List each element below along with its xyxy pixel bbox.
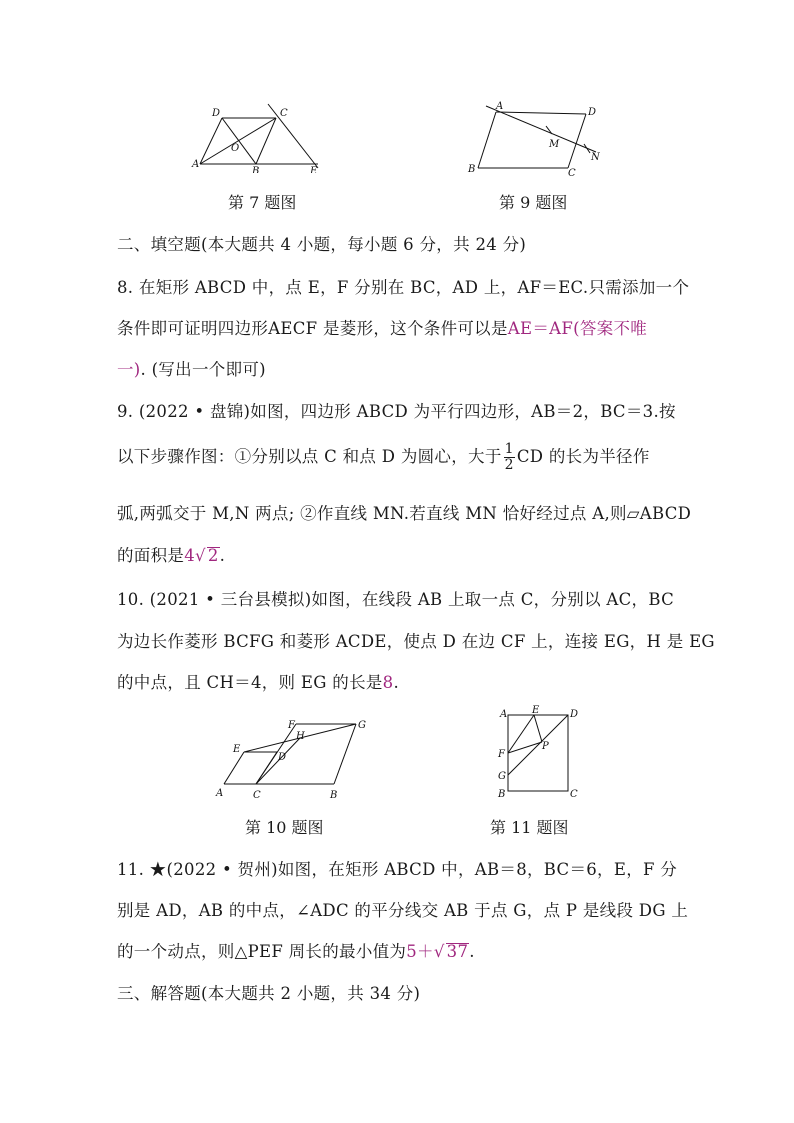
fig11-label-D: D [570, 709, 579, 720]
fig10-label-C: C [253, 790, 261, 801]
q9-answer-radicand: 2 [207, 546, 219, 565]
fig11-label-G: G [498, 771, 506, 782]
fig10-label-F: F [288, 720, 295, 731]
q8-line-3 [117, 356, 266, 380]
q9-fraction [504, 442, 515, 473]
q9-text-b: CD 的长为半径作 [516, 447, 650, 466]
fig7-caption: 第 7 题图 [228, 193, 297, 212]
fig7-label-D: D [212, 108, 221, 119]
fig9-label-B: B [468, 164, 476, 175]
q11-text: 的一个动点，则△PEF 周长的最小值为 [117, 942, 407, 961]
fig10-label-E: E [233, 744, 241, 755]
q9-text-a: 以下步骤作图：①分别以点 C 和点 D 为圆心，大于 [117, 447, 502, 466]
figure-10 [212, 712, 372, 802]
fig10-caption: 第 10 题图 [245, 818, 324, 837]
q11-answer-radicand: 37 [446, 942, 469, 961]
q10-line-3 [117, 669, 399, 693]
fig9-caption: 第 9 题图 [499, 193, 568, 212]
fig7-label-C: C [280, 108, 288, 119]
q8-line-1: 8. 在矩形 ABCD 中，点 E，F 分别在 BC，AD 上，AF＝EC.只需添加一个 [117, 278, 690, 297]
q9-answer-coef: 4 [184, 546, 196, 565]
fig11-label-A: A [500, 709, 508, 720]
q11-line-3 [117, 938, 475, 962]
fig10-label-B: B [330, 790, 338, 801]
fig10-label-H: H [296, 731, 305, 742]
figure-9 [462, 98, 612, 178]
q9-frac-den: 2 [504, 457, 514, 473]
figure-11 [494, 702, 584, 802]
q11-line-2: 别是 AD，AB 的中点，∠ADC 的平分线交 AB 于点 G，点 P 是线段 DG 上 [117, 901, 689, 920]
fig9-label-D: D [588, 107, 597, 118]
fig11-label-P: P [542, 741, 549, 752]
fig11-label-B: B [498, 789, 506, 800]
sqrt-icon: √ [195, 546, 206, 565]
fig11-label-E: E [532, 705, 540, 716]
q11-answer [406, 942, 469, 961]
q10-end: . [393, 673, 400, 692]
q11-end: . [469, 942, 475, 961]
q9-line-2 [117, 442, 650, 473]
fig9-label-A: A [496, 101, 504, 112]
fig7-label-A: A [192, 159, 200, 170]
fig9-label-N: N [591, 152, 600, 163]
q9-line-3: 弧,两弧交于 M,N 两点; ②作直线 MN.若直线 MN 恰好经过点 A,则▱ABCD [117, 504, 692, 523]
fig11-label-C: C [570, 789, 578, 800]
fig10-label-A: A [216, 788, 224, 799]
q8-answer-end: 一) [117, 360, 141, 379]
q9-end: . [219, 546, 226, 565]
fig10-label-G: G [358, 720, 366, 731]
q8-note: . (写出一个即可) [140, 360, 266, 379]
q8-line-2 [117, 315, 647, 339]
fig7-label-B: B [252, 166, 260, 173]
fig10-label-D: D [278, 752, 287, 763]
q10-line-1: 10. (2021 • 三台县模拟)如图，在线段 AB 上取一点 C，分别以 AC，BC [117, 590, 675, 609]
fig11-caption: 第 11 题图 [490, 818, 569, 837]
section-2-heading: 二、填空题(本大题共 4 小题，每小题 6 分，共 24 分) [117, 235, 527, 254]
q9-line-1: 9. (2022 • 盘锦)如图，四边形 ABCD 为平行四边形，AB＝2，BC＝3.按 [117, 402, 676, 421]
q10-answer: 8 [382, 673, 394, 692]
q9-frac-num: 1 [504, 441, 514, 457]
q11-answer-pre: 5＋ [406, 942, 434, 961]
fig7-label-O: O [231, 143, 240, 154]
q8-text: 条件即可证明四边形AECF 是菱形，这个条件可以是 [117, 319, 508, 338]
q9-answer [184, 546, 219, 565]
q10-text: 的中点，且 CH＝4，则 EG 的长是 [117, 673, 383, 692]
q8-answer: AE＝AF(答案不唯 [507, 319, 648, 338]
q9-line-4 [117, 542, 225, 566]
q11-line-1: 11. ★(2022 • 贺州)如图，在矩形 ABCD 中，AB＝8，BC＝6，E，F 分 [117, 860, 678, 879]
fig11-label-F: F [498, 749, 505, 760]
section-3-heading: 三、解答题(本大题共 2 小题，共 34 分) [117, 984, 421, 1003]
figure-7 [190, 98, 325, 173]
fig9-label-M: M [549, 139, 560, 150]
q9-text-c: 的面积是 [117, 546, 185, 565]
q10-line-2: 为边长作菱形 BCFG 和菱形 ACDE，使点 D 在边 CF 上，连接 EG，H 是 EG [117, 632, 715, 651]
fig9-label-C: C [568, 168, 576, 178]
fig7-label-E: E [310, 166, 318, 173]
sqrt-icon: √ [433, 942, 445, 961]
